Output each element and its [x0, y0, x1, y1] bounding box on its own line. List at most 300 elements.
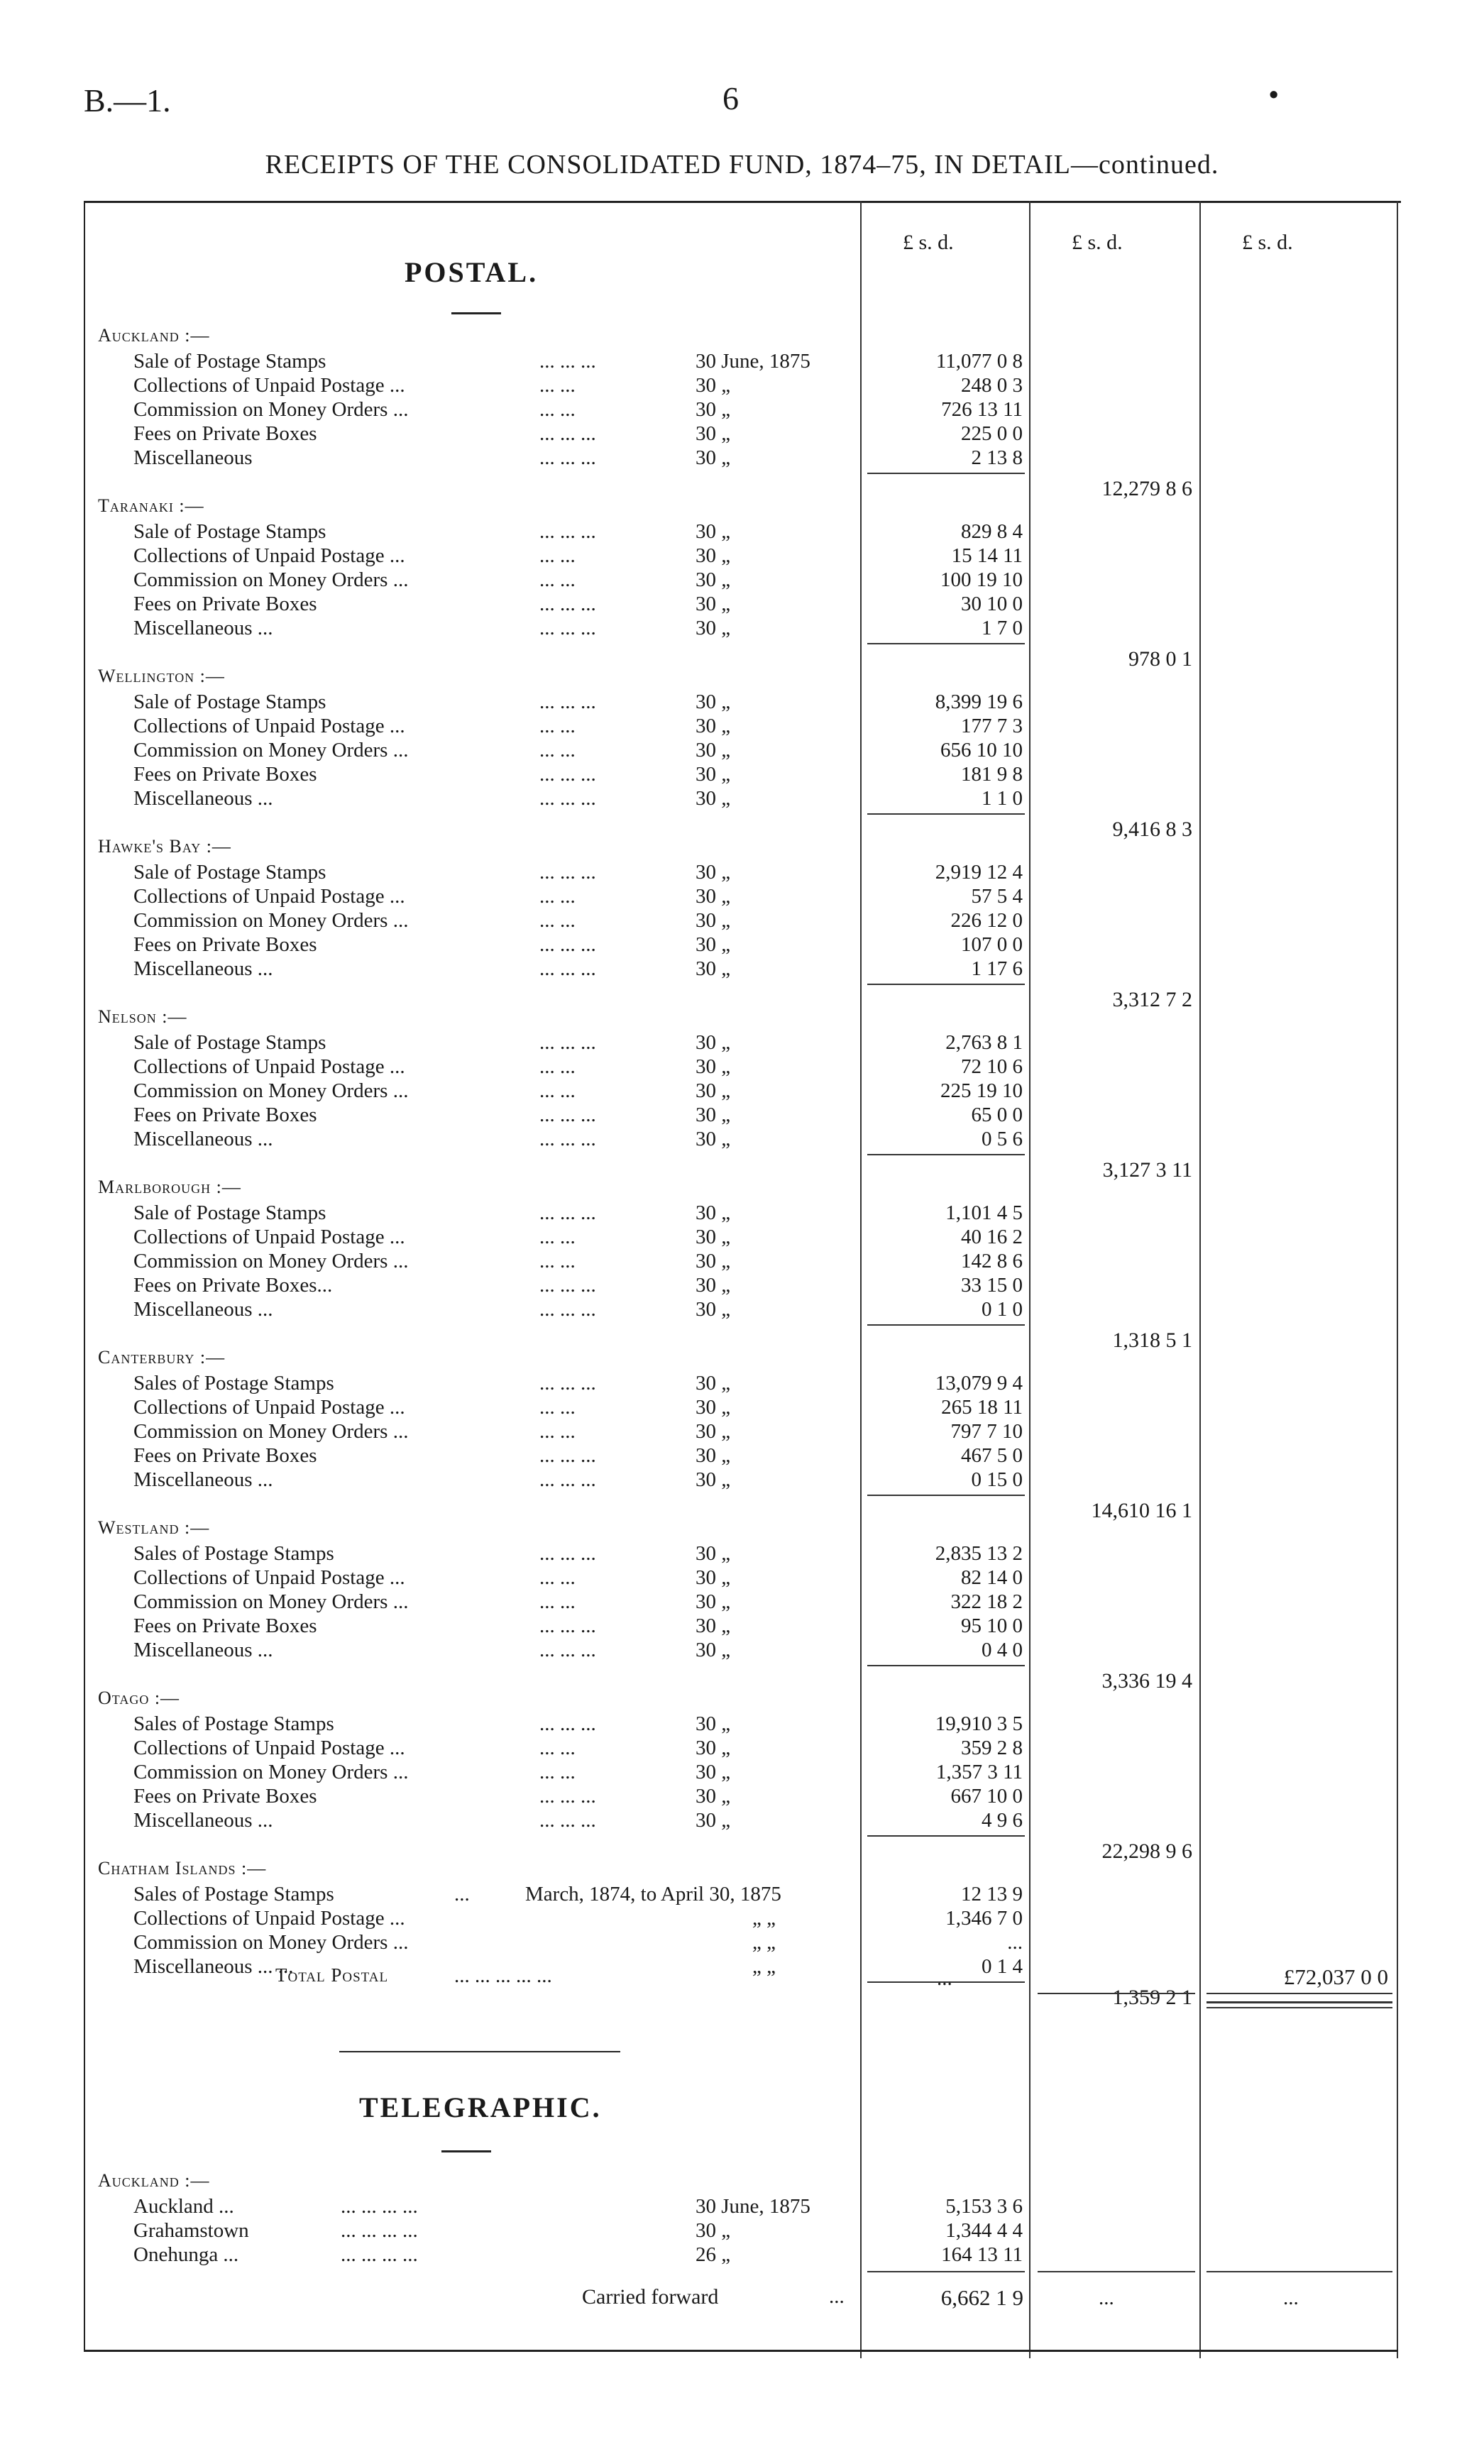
table-row [0, 2194, 1484, 2218]
sum-rule [867, 1324, 1025, 1326]
row-amount: 226 12 0 [950, 909, 1023, 932]
section-heading-telegraphic: TELEGRAPHIC. [359, 2091, 602, 2123]
sum-rule [867, 1665, 1025, 1666]
table-row [0, 616, 1484, 640]
table-row [0, 908, 1484, 933]
carried-forward-leader: ... [829, 2285, 845, 2308]
column-header-subtotals: £ s. d. [1072, 231, 1123, 254]
row-date: 30 „ [696, 715, 731, 737]
row-amount: 2,919 12 4 [935, 861, 1023, 884]
table-row [0, 1468, 1484, 1492]
row-amount: 5,153 3 6 [945, 2195, 1023, 2218]
row-dots: ... ... [539, 1055, 576, 1078]
row-amount: 0 4 0 [982, 1639, 1023, 1661]
table-row [0, 1930, 1484, 1954]
sum-rule [867, 2271, 1025, 2272]
row-amount: 797 7 10 [950, 1420, 1023, 1443]
row-amount: 8,399 19 6 [935, 691, 1023, 713]
row-date: 30 „ [696, 1444, 731, 1467]
row-amount: 248 0 3 [961, 374, 1023, 397]
row-amount: 19,910 3 5 [935, 1712, 1023, 1735]
grand-total-postal: £72,037 0 0 [1283, 1964, 1388, 1989]
row-date: 30 „ [696, 2219, 731, 2242]
row-dots: ... ... ... [539, 763, 596, 786]
row-label: Fees on Private Boxes [133, 933, 317, 956]
row-label: Collections of Unpaid Postage ... [133, 1907, 405, 1930]
row-date: 30 „ [696, 1128, 731, 1150]
row-dots: ... ... ... [539, 1031, 596, 1054]
row-dots: ... ... [539, 374, 576, 397]
row-label: Sales of Postage Stamps [133, 1542, 334, 1565]
row-label: Fees on Private Boxes [133, 1104, 317, 1126]
table-row [0, 1079, 1484, 1103]
table-row [0, 349, 1484, 373]
row-label: Collections of Unpaid Postage ... [133, 715, 405, 737]
region-subtotal: 3,127 3 11 [1102, 1158, 1192, 1182]
row-date: 30 „ [696, 1298, 731, 1321]
row-date: 30 „ [696, 1761, 731, 1783]
row-dots: ... ... ... [539, 787, 596, 810]
table-row [0, 1566, 1484, 1590]
row-amount: 726 13 11 [941, 398, 1023, 421]
row-dots: ... ... ... ... [341, 2195, 418, 2218]
page-mark: • [1269, 80, 1279, 110]
row-label: Sale of Postage Stamps [133, 1201, 326, 1224]
row-date: 30 „ [696, 933, 731, 956]
table-row [0, 1443, 1484, 1468]
total-double-rule [1207, 2001, 1392, 2003]
sum-rule [867, 984, 1025, 985]
row-amount: 107 0 0 [961, 933, 1023, 956]
row-amount: 100 19 10 [940, 568, 1023, 591]
region-heading: Auckland :— [98, 325, 210, 346]
row-label: Commission on Money Orders ... [133, 398, 409, 421]
row-label: Commission on Money Orders ... [133, 1420, 409, 1443]
page-number: 6 [722, 80, 739, 116]
row-label: Commission on Money Orders ... [133, 1590, 409, 1613]
row-dots: ... ... ... [539, 1201, 596, 1224]
row-date: 30 „ [696, 763, 731, 786]
row-date: 30 „ [696, 1468, 731, 1491]
row-label: Fees on Private Boxes [133, 1785, 317, 1808]
row-date: „ „ [752, 1907, 776, 1930]
carried-forward-label: Carried forward [582, 2285, 719, 2309]
row-label: Fees on Private Boxes [133, 1615, 317, 1637]
row-dots: ... ... [539, 398, 576, 421]
row-amount: 57 5 4 [971, 885, 1023, 908]
row-amount: 1,357 3 11 [935, 1761, 1023, 1783]
table-row [0, 1201, 1484, 1225]
row-dots: ... ... [539, 885, 576, 908]
row-date: 30 „ [696, 1590, 731, 1613]
total-rule [1207, 1993, 1392, 1994]
subtotal-closing-rule [1038, 1993, 1195, 1994]
row-date: 30 „ [696, 1226, 731, 1248]
row-date: 30 „ [696, 787, 731, 810]
row-label: Commission on Money Orders ... [133, 568, 409, 591]
table-row [0, 544, 1484, 568]
region-subtotal: 978 0 1 [1128, 647, 1192, 671]
row-date: 30 June, 1875 [696, 350, 810, 373]
row-label: Fees on Private Boxes [133, 593, 317, 615]
row-date: 30 „ [696, 617, 731, 639]
row-date: 30 „ [696, 520, 731, 543]
row-label: Onehunga ... [133, 2243, 239, 2266]
row-amount: 13,079 9 4 [935, 1372, 1023, 1395]
table-row [0, 1127, 1484, 1151]
sum-rule [867, 1495, 1025, 1496]
row-date: 30 „ [696, 691, 731, 713]
row-dots: ... ... [539, 739, 576, 761]
region-heading: Nelson :— [98, 1006, 187, 1027]
row-label: Sale of Postage Stamps [133, 861, 326, 884]
row-date: 30 „ [696, 398, 731, 421]
row-amount: ... [1007, 1931, 1023, 1954]
table-row [0, 1297, 1484, 1321]
row-dots: ... ... ... [539, 1615, 596, 1637]
row-label: Miscellaneous [133, 446, 253, 469]
table-row [0, 397, 1484, 422]
region-heading: Marlborough :— [98, 1177, 241, 1197]
row-amount: 1,344 4 4 [945, 2219, 1023, 2242]
row-label: Miscellaneous ... [133, 617, 273, 639]
sum-rule [867, 643, 1025, 644]
row-amount: 2 13 8 [971, 446, 1023, 469]
row-dots: ... ... ... [539, 520, 596, 543]
table-row [0, 1371, 1484, 1395]
row-amount: 33 15 0 [961, 1274, 1023, 1297]
row-label: Miscellaneous ... [133, 1298, 273, 1321]
sum-rule [867, 473, 1025, 474]
row-dots: ... ... ... [539, 1542, 596, 1565]
row-dots: ... ... ... [539, 1444, 596, 1467]
row-label: Commission on Money Orders ... [133, 1079, 409, 1102]
row-label: Sale of Postage Stamps [133, 691, 326, 713]
region-heading-telegraphic-auckland: Auckland :— [98, 2170, 210, 2191]
row-dots: ... ... ... [539, 957, 596, 980]
row-dots: ... ... ... [539, 1809, 596, 1832]
row-amount: 322 18 2 [950, 1590, 1023, 1613]
row-label: Commission on Money Orders ... [133, 739, 409, 761]
row-amount: 0 1 4 [982, 1955, 1023, 1978]
region-heading: Canterbury :— [98, 1347, 226, 1368]
row-label: Auckland ... [133, 2195, 234, 2218]
region-heading: Taranaki :— [98, 495, 204, 516]
row-amount: 667 10 0 [950, 1785, 1023, 1808]
row-amount: 467 5 0 [961, 1444, 1023, 1467]
row-label: Collections of Unpaid Postage ... [133, 1396, 405, 1419]
table-row [0, 1273, 1484, 1297]
table-row [0, 2218, 1484, 2243]
region-subtotal: 14,610 16 1 [1091, 1499, 1192, 1522]
section-separator [339, 2051, 620, 2052]
row-date: 30 „ [696, 544, 731, 567]
row-date: „ „ [752, 1955, 776, 1978]
table-row [0, 422, 1484, 446]
row-dots: ... ... ... [539, 1785, 596, 1808]
carried-rule [1038, 2271, 1195, 2272]
row-amount: 65 0 0 [971, 1104, 1023, 1126]
row-dots: ... ... [539, 1590, 576, 1613]
row-dots: ... ... [539, 1079, 576, 1102]
table-row [0, 1614, 1484, 1638]
row-dots: ... ... ... [539, 422, 596, 445]
row-dots: ... ... ... [539, 350, 596, 373]
row-amount: 1,346 7 0 [945, 1907, 1023, 1930]
table-row [0, 762, 1484, 786]
table-row [0, 1760, 1484, 1784]
row-dots: ... ... ... [539, 861, 596, 884]
row-date: 30 „ [696, 1104, 731, 1126]
row-label: Sales of Postage Stamps [133, 1712, 334, 1735]
table-row [0, 860, 1484, 884]
total-postal-col1: ... [937, 1967, 952, 1990]
table-row [0, 519, 1484, 544]
row-date: 30 „ [696, 1201, 731, 1224]
row-date: 30 „ [696, 1615, 731, 1637]
row-dots: ... ... ... [539, 1128, 596, 1150]
row-label: Sale of Postage Stamps [133, 520, 326, 543]
row-label: Collections of Unpaid Postage ... [133, 1226, 405, 1248]
row-dots: ... ... [539, 1737, 576, 1759]
column-header-totals: £ s. d. [1242, 231, 1293, 254]
row-amount: 265 18 11 [941, 1396, 1023, 1419]
row-amount: 95 10 0 [961, 1615, 1023, 1637]
row-amount: 181 9 8 [961, 763, 1023, 786]
row-label: Collections of Unpaid Postage ... [133, 1737, 405, 1759]
region-subtotal: 9,416 8 3 [1112, 818, 1192, 841]
row-dots: ... ... [539, 544, 576, 567]
row-dots: ... ... [539, 1761, 576, 1783]
carried-rule [1207, 2271, 1392, 2272]
row-date: 30 „ [696, 1396, 731, 1419]
row-amount: 225 0 0 [961, 422, 1023, 445]
row-amount: 142 8 6 [961, 1250, 1023, 1272]
row-date: 30 „ [696, 1274, 731, 1297]
row-date: March, 1874, to April 30, 1875 [525, 1883, 781, 1905]
row-label: Sale of Postage Stamps [133, 350, 326, 373]
row-amount: 656 10 10 [940, 739, 1023, 761]
row-amount: 0 1 0 [982, 1298, 1023, 1321]
sum-rule [867, 1154, 1025, 1155]
row-amount: 2,835 13 2 [935, 1542, 1023, 1565]
table-row [0, 786, 1484, 810]
row-dots: ... [454, 1883, 470, 1905]
row-date: 30 „ [696, 374, 731, 397]
table-row [0, 446, 1484, 470]
row-date: 30 „ [696, 909, 731, 932]
row-date: 26 „ [696, 2243, 731, 2266]
row-dots: ... ... ... [539, 593, 596, 615]
heading-rule [451, 312, 501, 314]
row-amount: 359 2 8 [961, 1737, 1023, 1759]
row-label: Sales of Postage Stamps [133, 1372, 334, 1395]
row-date: 30 „ [696, 1566, 731, 1589]
row-dots: ... ... ... [539, 933, 596, 956]
row-amount: 225 19 10 [940, 1079, 1023, 1102]
row-dots: ... ... ... [539, 1468, 596, 1491]
row-label: Fees on Private Boxes [133, 1444, 317, 1467]
table-row [0, 2243, 1484, 2267]
region-heading: Chatham Islands :— [98, 1858, 267, 1879]
row-label: Fees on Private Boxes... [133, 1274, 333, 1297]
total-postal-leader: ... ... ... ... ... [454, 1964, 552, 1987]
table-row [0, 1784, 1484, 1808]
carried-forward-amount: 6,662 1 9 [940, 2285, 1023, 2310]
row-date: 30 „ [696, 1079, 731, 1102]
row-dots: ... ... ... [539, 1298, 596, 1321]
row-dots: ... ... [539, 1250, 576, 1272]
row-amount: 0 5 6 [982, 1128, 1023, 1150]
row-date: 30 „ [696, 1712, 731, 1735]
sum-rule [867, 1835, 1025, 1837]
row-date: 30 „ [696, 1639, 731, 1661]
table-row [0, 1055, 1484, 1079]
table-row [0, 1808, 1484, 1832]
row-amount: 1,101 4 5 [945, 1201, 1023, 1224]
table-row [0, 1906, 1484, 1930]
row-dots: ... ... [539, 1396, 576, 1419]
row-date: 30 „ [696, 1785, 731, 1808]
row-amount: 2,763 8 1 [945, 1031, 1023, 1054]
row-dots: ... ... ... [539, 1639, 596, 1661]
row-dots: ... ... [539, 715, 576, 737]
row-date: 30 „ [696, 1737, 731, 1759]
row-date: „ „ [752, 1931, 776, 1954]
row-dots: ... ... [539, 1226, 576, 1248]
row-date: 30 „ [696, 1420, 731, 1443]
row-date: 30 June, 1875 [696, 2195, 810, 2218]
table-row [0, 1882, 1484, 1906]
row-date: 30 „ [696, 1809, 731, 1832]
table-row [0, 738, 1484, 762]
row-date: 30 „ [696, 885, 731, 908]
row-amount: 0 15 0 [971, 1468, 1023, 1491]
row-label: Commission on Money Orders ... [133, 1761, 409, 1783]
row-label: Collections of Unpaid Postage ... [133, 1055, 405, 1078]
row-amount: 829 8 4 [961, 520, 1023, 543]
table-row [0, 690, 1484, 714]
row-label: Miscellaneous ... [133, 1468, 273, 1491]
row-dots: ... ... ... [539, 1104, 596, 1126]
sum-rule [867, 813, 1025, 815]
table-row [0, 568, 1484, 592]
row-dots: ... ... [539, 568, 576, 591]
document-reference: B.—1. [84, 82, 171, 119]
row-date: 30 „ [696, 593, 731, 615]
row-amount: 40 16 2 [961, 1226, 1023, 1248]
region-subtotal: 12,279 8 6 [1101, 477, 1192, 500]
row-date: 30 „ [696, 1055, 731, 1078]
section-heading-postal: POSTAL. [405, 256, 539, 288]
row-label: Sale of Postage Stamps [133, 1031, 326, 1054]
table-row [0, 1249, 1484, 1273]
column-header-items: £ s. d. [903, 231, 954, 254]
row-label: Miscellaneous ... [133, 1809, 273, 1832]
row-amount: 30 10 0 [961, 593, 1023, 615]
region-subtotal: 22,298 9 6 [1101, 1839, 1192, 1863]
row-date: 30 „ [696, 568, 731, 591]
row-label: Miscellaneous ... [133, 957, 273, 980]
total-double-rule [1207, 2007, 1392, 2008]
row-date: 30 „ [696, 1031, 731, 1054]
table-row [0, 592, 1484, 616]
row-amount: 4 9 6 [982, 1809, 1023, 1832]
row-date: 30 „ [696, 1372, 731, 1395]
table-row [0, 1395, 1484, 1419]
row-label: Collections of Unpaid Postage ... [133, 374, 405, 397]
region-subtotal: 1,318 5 1 [1112, 1329, 1192, 1352]
table-row [0, 884, 1484, 908]
row-dots: ... ... [539, 909, 576, 932]
row-label: Collections of Unpaid Postage ... [133, 1566, 405, 1589]
row-amount: 177 7 3 [961, 715, 1023, 737]
row-dots: ... ... [539, 1566, 576, 1589]
row-amount: 1 17 6 [971, 957, 1023, 980]
row-amount: 11,077 0 8 [935, 350, 1023, 373]
row-label: Collections of Unpaid Postage ... [133, 885, 405, 908]
row-label: Miscellaneous ... [133, 1639, 273, 1661]
row-amount: 164 13 11 [941, 2243, 1023, 2266]
table-bottom-rule [84, 2350, 1398, 2352]
table-row [0, 1736, 1484, 1760]
heading-rule [441, 2150, 491, 2152]
row-dots: ... ... ... ... [341, 2243, 418, 2266]
row-amount: 1 7 0 [982, 617, 1023, 639]
document-title: RECEIPTS OF THE CONSOLIDATED FUND, 1874–75, IN DETAIL—continued. [265, 150, 1219, 180]
row-label: Commission on Money Orders ... [133, 1931, 409, 1954]
row-dots: ... ... ... [539, 1274, 596, 1297]
row-dots: ... ... ... [539, 1372, 596, 1395]
table-row [0, 933, 1484, 957]
carried-forward-col3: ... [1283, 2287, 1299, 2309]
row-amount: 1 1 0 [982, 787, 1023, 810]
row-dots: ... ... ... [539, 617, 596, 639]
table-row [0, 1030, 1484, 1055]
row-dots: ... ... ... ... [341, 2219, 418, 2242]
table-row [0, 1590, 1484, 1614]
row-dots: ... ... [539, 1420, 576, 1443]
row-label: Miscellaneous ... ... [133, 1955, 294, 1978]
table-row [0, 1541, 1484, 1566]
table-row [0, 1225, 1484, 1249]
table-row [0, 1712, 1484, 1736]
region-subtotal: 3,336 19 4 [1101, 1669, 1192, 1693]
row-label: Miscellaneous ... [133, 1128, 273, 1150]
table-row [0, 1103, 1484, 1127]
row-dots: ... ... ... [539, 446, 596, 469]
region-subtotal: 3,312 7 2 [1112, 988, 1192, 1011]
region-heading: Otago :— [98, 1688, 180, 1708]
table-row [0, 1419, 1484, 1443]
row-label: Grahamstown [133, 2219, 249, 2242]
row-label: Fees on Private Boxes [133, 763, 317, 786]
row-amount: 15 14 11 [951, 544, 1023, 567]
carried-forward-col2: ... [1099, 2287, 1114, 2309]
row-date: 30 „ [696, 1250, 731, 1272]
row-date: 30 „ [696, 957, 731, 980]
row-label: Commission on Money Orders ... [133, 1250, 409, 1272]
region-heading: Wellington :— [98, 666, 225, 686]
row-date: 30 „ [696, 422, 731, 445]
row-label: Miscellaneous ... [133, 787, 273, 810]
row-amount: 72 10 6 [961, 1055, 1023, 1078]
row-label: Fees on Private Boxes [133, 422, 317, 445]
row-amount: 82 14 0 [961, 1566, 1023, 1589]
row-amount: 12 13 9 [961, 1883, 1023, 1905]
table-row [0, 957, 1484, 981]
row-label: Sales of Postage Stamps [133, 1883, 334, 1905]
